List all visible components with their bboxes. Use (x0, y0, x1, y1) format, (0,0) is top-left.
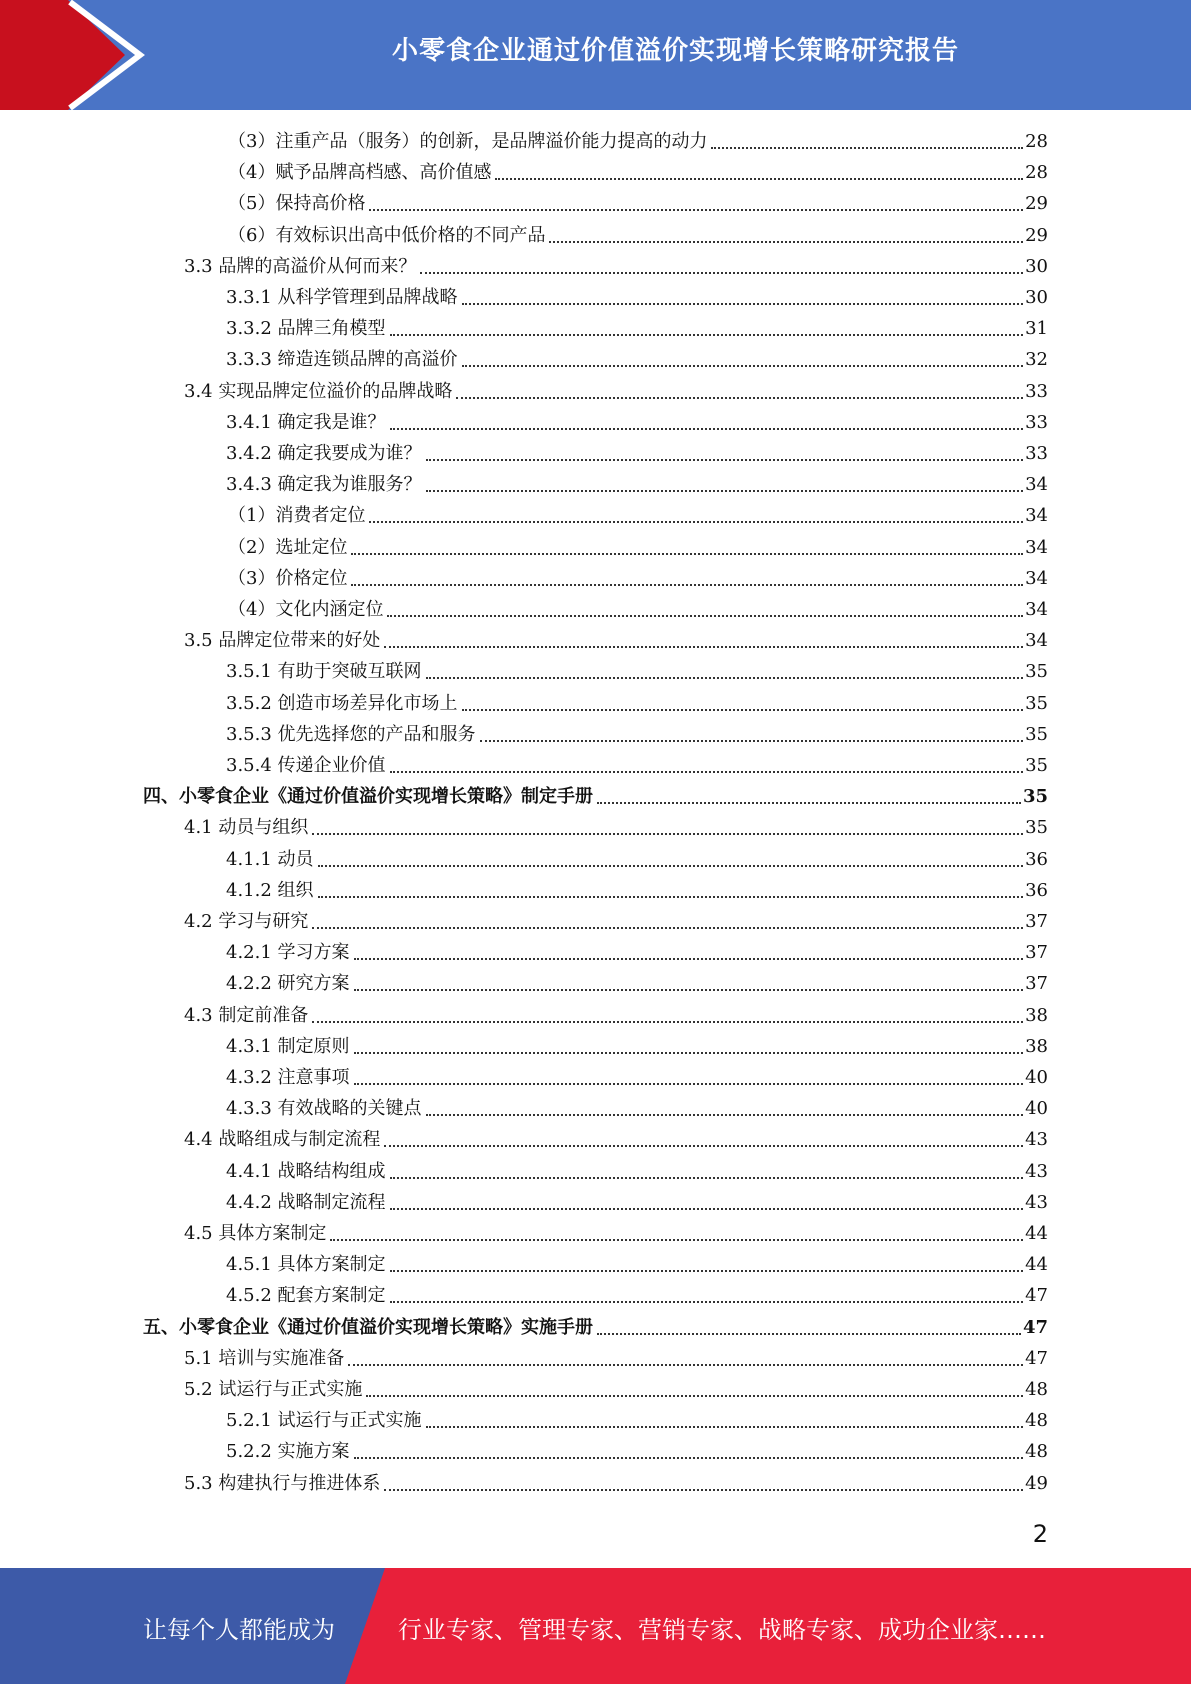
toc-entry-title: 3.4.1 确定我是谁？ (226, 411, 386, 433)
toc-entry[interactable] (226, 1094, 1048, 1122)
toc-entry[interactable] (184, 813, 1048, 841)
toc-entry-page: 35 (1025, 692, 1048, 714)
toc-dot-leader (462, 365, 1024, 367)
toc-entry-title: 3.4.2 确定我要成为谁？ (226, 443, 422, 464)
toc-entry-title: 4.1 动员与组织 (184, 817, 309, 839)
toc-entry-title: 5.2.2 实施方案 (226, 1441, 350, 1463)
toc-dot-leader (390, 1208, 1024, 1210)
toc-entry-page: 34 (1025, 567, 1048, 589)
toc-entry[interactable] (226, 1063, 1048, 1091)
toc-dot-leader (711, 147, 1023, 149)
toc-entry[interactable] (184, 626, 1048, 654)
toc-entry[interactable] (184, 1001, 1048, 1029)
toc-entry-title: 四、小零食企业《通过价值溢价实现增长策略》制定手册 (143, 786, 593, 808)
toc-entry[interactable] (226, 1157, 1048, 1185)
toc-entry[interactable] (228, 595, 1048, 623)
toc-entry[interactable] (226, 969, 1048, 997)
toc-entry-title: 4.2 学习与研究 (184, 911, 309, 932)
toc-entry-title: 4.4.2 战略制定流程 (226, 1191, 386, 1213)
toc-dot-leader (462, 709, 1024, 711)
toc-entry-title: 3.3 品牌的高溢价从何而来？ (184, 255, 417, 277)
toc-dot-leader (351, 553, 1023, 555)
toc-entry[interactable] (184, 1469, 1048, 1497)
toc-entry-page: 43 (1025, 1129, 1048, 1151)
toc-entry-title: 3.3.3 缔造连锁品牌的高溢价 (226, 349, 458, 371)
toc-entry[interactable] (226, 1188, 1048, 1216)
toc-entry-page: 33 (1025, 380, 1048, 402)
toc-entry-page: 40 (1025, 1098, 1048, 1120)
toc-dot-leader (318, 865, 1024, 867)
toc-entry-page: 44 (1025, 1223, 1048, 1244)
toc-dot-leader (354, 958, 1024, 960)
toc-dot-leader (420, 272, 1023, 274)
toc-entry[interactable] (143, 1313, 1048, 1341)
toc-entry-page: 48 (1025, 1441, 1048, 1463)
toc-dot-leader (426, 490, 1024, 492)
toc-entry[interactable] (226, 345, 1048, 373)
toc-entry-title: （2）选址定位 (228, 536, 348, 558)
toc-dot-leader (390, 1301, 1024, 1303)
toc-entry-title: 5.2 试运行与正式实施 (184, 1379, 363, 1400)
toc-dot-leader (348, 1364, 1023, 1366)
toc-entry-title: 5.3 构建执行与推进体系 (184, 1472, 381, 1494)
toc-dot-leader (597, 802, 1021, 804)
toc-dot-leader (354, 1457, 1024, 1459)
toc-entry-title: （4）文化内涵定位 (228, 599, 384, 620)
toc-entry-page: 28 (1025, 131, 1048, 152)
toc-entry-page: 36 (1025, 879, 1048, 901)
toc-dot-leader (390, 1270, 1024, 1272)
toc-entry[interactable] (226, 876, 1048, 904)
toc-entry-title: 五、小零食企业《通过价值溢价实现增长策略》实施手册 (143, 1316, 593, 1338)
toc-entry[interactable] (226, 1406, 1048, 1434)
toc-entry[interactable] (226, 689, 1048, 717)
toc-entry-page: 31 (1025, 318, 1048, 340)
toc-entry-title: （4）赋予品牌高档感、高价值感 (228, 162, 492, 184)
toc-entry-page: 48 (1025, 1410, 1048, 1432)
page-header (0, 0, 1191, 110)
toc-entry-title: 3.5.2 创造市场差异化市场上 (226, 692, 458, 714)
toc-dot-leader (369, 521, 1023, 523)
toc-entry-page: 47 (1025, 1285, 1048, 1307)
toc-entry[interactable] (228, 127, 1048, 155)
toc-entry-title: 4.1.1 动员 (226, 848, 314, 870)
report-title: 小零食企业通过价值溢价实现增长策略研究报告 (391, 36, 959, 66)
toc-entry-page: 47 (1025, 1347, 1048, 1369)
toc-dot-leader (549, 241, 1023, 243)
toc-dot-leader (351, 584, 1023, 586)
toc-dot-leader (390, 334, 1024, 336)
toc-entry-page: 34 (1025, 505, 1048, 527)
toc-entry-title: （6）有效标识出高中低价格的不同产品 (228, 224, 546, 246)
toc-entry-page: 34 (1025, 536, 1048, 558)
toc-entry[interactable] (226, 314, 1048, 342)
toc-entry-title: 5.2.1 试运行与正式实施 (226, 1410, 422, 1432)
toc-dot-leader (426, 1114, 1024, 1116)
toc-entry-title: 4.2.1 学习方案 (226, 942, 350, 964)
toc-entry[interactable] (226, 1032, 1048, 1060)
toc-dot-leader (354, 1083, 1024, 1085)
toc-entry[interactable] (228, 221, 1048, 249)
toc-dot-leader (369, 209, 1023, 211)
toc-entry-page: 35 (1025, 755, 1048, 776)
toc-entry-title: （3）注重产品（服务）的创新，是品牌溢价能力提高的动力 (228, 131, 708, 152)
toc-entry[interactable] (228, 158, 1048, 186)
toc-dot-leader (456, 397, 1023, 399)
toc-entry-page: 29 (1025, 224, 1048, 246)
toc-entry[interactable] (184, 907, 1048, 935)
toc-dot-leader (495, 178, 1023, 180)
footer-slogan: 让每个人都能成为 (143, 1616, 335, 1644)
toc-entry-title: 3.5 品牌定位带来的好处 (184, 630, 381, 652)
toc-dot-leader (312, 833, 1023, 835)
toc-entry-page: 40 (1025, 1067, 1048, 1088)
toc-entry[interactable] (184, 1375, 1048, 1403)
toc-entry-page: 33 (1025, 411, 1048, 433)
toc-entry-page: 34 (1025, 630, 1048, 652)
toc-entry-page: 36 (1025, 848, 1048, 870)
toc-entry[interactable] (226, 408, 1048, 436)
toc-entry-page: 43 (1025, 1191, 1048, 1213)
toc-entry-page: 29 (1025, 193, 1048, 215)
page-footer (0, 1568, 1191, 1684)
toc-entry[interactable] (143, 782, 1048, 810)
toc-entry-title: 3.5.3 优先选择您的产品和服务 (226, 723, 476, 745)
toc-dot-leader (366, 1395, 1023, 1397)
toc-dot-leader (354, 989, 1024, 991)
toc-dot-leader (384, 1489, 1023, 1491)
toc-entry[interactable] (228, 564, 1048, 592)
toc-entry[interactable] (226, 1281, 1048, 1309)
toc-entry-page: 28 (1025, 162, 1048, 184)
toc-entry[interactable] (226, 751, 1048, 779)
toc-entry-page: 48 (1025, 1379, 1048, 1400)
toc-entry-title: 4.4 战略组成与制定流程 (184, 1129, 381, 1151)
toc-entry-page: 35 (1025, 723, 1048, 745)
toc-entry-page: 35 (1022, 786, 1048, 808)
toc-dot-leader (597, 1333, 1021, 1335)
toc-dot-leader (426, 677, 1024, 679)
toc-entry[interactable] (228, 533, 1048, 561)
toc-entry-page: 30 (1025, 287, 1048, 308)
toc-entry[interactable] (226, 470, 1048, 498)
toc-entry-title: 4.3.1 制定原则 (226, 1035, 350, 1057)
toc-dot-leader (384, 1145, 1023, 1147)
toc-entry-page: 37 (1025, 911, 1048, 932)
toc-dot-leader (318, 896, 1024, 898)
toc-entry[interactable] (184, 377, 1048, 405)
page-number: 2 (1032, 1520, 1048, 1548)
toc-entry[interactable] (226, 439, 1048, 467)
toc-entry-page: 38 (1025, 1035, 1048, 1057)
toc-entry[interactable] (226, 845, 1048, 873)
toc-entry-page: 43 (1025, 1160, 1048, 1182)
toc-entry-title: 4.5.2 配套方案制定 (226, 1285, 386, 1307)
toc-entry-title: 3.4 实现品牌定位溢价的品牌战略 (184, 380, 453, 402)
toc-entry-page: 32 (1025, 349, 1048, 371)
toc-dot-leader (390, 771, 1024, 773)
toc-entry-title: 4.3 制定前准备 (184, 1004, 309, 1026)
toc-entry-title: 4.2.2 研究方案 (226, 973, 350, 995)
toc-entry[interactable] (184, 1344, 1048, 1372)
footer-roles: 行业专家、管理专家、营销专家、战略专家、成功企业家…… (398, 1616, 1046, 1644)
toc-entry-title: （1）消费者定位 (228, 505, 366, 527)
toc-entry-title: 4.5 具体方案制定 (184, 1223, 327, 1244)
toc-dot-leader (390, 428, 1024, 430)
toc-entry-title: 3.3.1 从科学管理到品牌战略 (226, 287, 458, 308)
toc-dot-leader (354, 1052, 1024, 1054)
toc-entry-page: 30 (1025, 255, 1048, 277)
toc-entry[interactable] (226, 1250, 1048, 1278)
toc-dot-leader (312, 927, 1023, 929)
toc-entry[interactable] (226, 938, 1048, 966)
toc-entry-page: 47 (1022, 1316, 1048, 1338)
toc-entry-page: 34 (1025, 474, 1048, 496)
toc-entry[interactable] (226, 283, 1048, 311)
toc-entry-title: 3.5.1 有助于突破互联网 (226, 661, 422, 683)
toc-entry-title: 3.4.3 确定我为谁服务？ (226, 474, 422, 496)
toc-entry-title: 4.4.1 战略结构组成 (226, 1160, 386, 1182)
toc-dot-leader (390, 1177, 1024, 1179)
toc-dot-leader (426, 459, 1024, 461)
toc-entry-title: 3.5.4 传递企业价值 (226, 755, 386, 776)
toc-entry[interactable] (226, 1437, 1048, 1465)
toc-entry-title: 4.5.1 具体方案制定 (226, 1254, 386, 1276)
toc-entry-page: 37 (1025, 973, 1048, 995)
toc-entry-page: 49 (1025, 1472, 1048, 1494)
toc-entry-title: 5.1 培训与实施准备 (184, 1347, 345, 1369)
toc-entry-page: 33 (1025, 443, 1048, 464)
toc-entry-title: 4.1.2 组织 (226, 879, 314, 901)
toc-entry-page: 38 (1025, 1004, 1048, 1026)
toc-entry-page: 34 (1025, 599, 1048, 620)
toc-dot-leader (426, 1426, 1024, 1428)
toc-dot-leader (384, 646, 1023, 648)
toc-entry[interactable] (226, 657, 1048, 685)
toc-entry-title: （5）保持高价格 (228, 193, 366, 215)
toc-entry-page: 44 (1025, 1254, 1048, 1276)
toc-dot-leader (330, 1239, 1023, 1241)
toc-entry[interactable] (228, 189, 1048, 217)
toc-entry-title: 3.3.2 品牌三角模型 (226, 318, 386, 340)
toc-entry-page: 37 (1025, 942, 1048, 964)
toc-dot-leader (387, 615, 1023, 617)
toc-entry[interactable] (184, 1125, 1048, 1153)
toc-entry-page: 35 (1025, 661, 1048, 683)
toc-entry[interactable] (184, 1219, 1048, 1247)
toc-dot-leader (480, 740, 1024, 742)
toc-entry[interactable] (228, 501, 1048, 529)
toc-entry[interactable] (184, 252, 1048, 280)
toc-dot-leader (462, 303, 1024, 305)
toc-entry[interactable] (226, 720, 1048, 748)
toc-dot-leader (312, 1021, 1023, 1023)
toc-entry-title: 4.3.3 有效战略的关键点 (226, 1098, 422, 1120)
header-red-arrow-shape (0, 0, 150, 110)
toc-entry-title: 4.3.2 注意事项 (226, 1067, 350, 1088)
toc-entry-page: 35 (1025, 817, 1048, 839)
toc-entry-title: （3）价格定位 (228, 567, 348, 589)
